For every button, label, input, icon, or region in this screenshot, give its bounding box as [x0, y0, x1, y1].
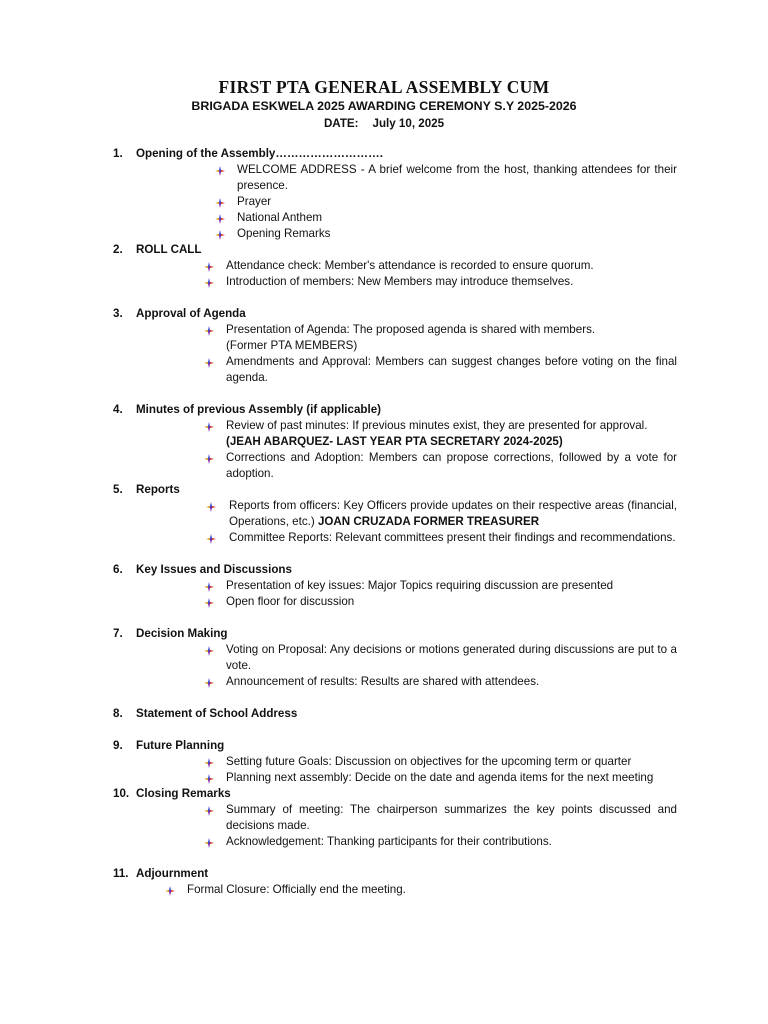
section-number: 10. — [113, 787, 130, 800]
spacer — [0, 722, 768, 738]
item-text — [226, 834, 677, 850]
item-text — [237, 226, 677, 242]
document-date — [0, 116, 768, 132]
agenda-section — [0, 562, 768, 610]
section-number: 1. — [113, 147, 123, 160]
section-heading — [0, 786, 768, 802]
section-title: Future Planning — [136, 739, 225, 752]
arrow-bullet-icon — [204, 598, 214, 608]
section-title: Reports — [136, 483, 180, 496]
item-body: Presentation of key issues: Major Topics requiring discussion are presented — [226, 579, 614, 592]
item-body: Amendments and Approval: Members can suggest changes before voting on the final agenda. — [226, 355, 677, 384]
spacer — [0, 290, 768, 306]
list-item — [0, 530, 768, 546]
agenda-section — [0, 626, 768, 690]
item-text — [229, 498, 677, 530]
section-heading — [0, 306, 768, 322]
date-value: July 10, 2025 — [372, 117, 445, 130]
item-text — [226, 354, 677, 386]
section-number: 3. — [113, 307, 123, 320]
item-text — [226, 594, 677, 610]
item-body: Committee Reports: Relevant committees present their findings and recommendations. — [229, 531, 676, 544]
arrow-bullet-icon — [206, 502, 216, 512]
item-text — [237, 162, 677, 194]
list-item — [0, 418, 768, 450]
list-item — [0, 162, 768, 194]
list-item — [0, 450, 768, 482]
item-body: Introduction of members: New Members may introduce themselves. — [226, 275, 574, 288]
document-title: FIRST PTA GENERAL ASSEMBLY CUM — [218, 77, 550, 97]
agenda-section — [0, 866, 768, 898]
arrow-bullet-icon — [204, 678, 214, 688]
item-text — [226, 674, 677, 690]
item-body: Formal Closure: Officially end the meeting. — [187, 883, 406, 896]
agenda-section — [0, 402, 768, 482]
section-heading — [0, 146, 768, 162]
item-text — [226, 578, 677, 594]
arrow-bullet-icon — [215, 214, 225, 224]
list-item — [0, 210, 768, 226]
list-item — [0, 834, 768, 850]
item-text — [229, 530, 677, 546]
section-number: 2. — [113, 243, 123, 256]
section-title: Minutes of previous Assembly (if applicable) — [136, 403, 382, 416]
arrow-bullet-icon — [204, 838, 214, 848]
arrow-bullet-icon — [215, 230, 225, 240]
arrow-bullet-icon — [204, 278, 214, 288]
arrow-bullet-icon — [215, 166, 225, 176]
section-number: 5. — [113, 483, 123, 496]
arrow-bullet-icon — [204, 454, 214, 464]
item-body: Review of past minutes: If previous minutes exist, they are presented for approval. — [226, 419, 648, 432]
list-item — [0, 802, 768, 834]
item-text — [226, 274, 677, 290]
section-title: Approval of Agenda — [136, 307, 246, 320]
agenda-section — [0, 146, 768, 242]
item-highlight: JOAN CRUZADA FORMER TREASURER — [317, 515, 540, 528]
section-heading — [0, 626, 768, 642]
list-item — [0, 770, 768, 786]
section-title: Closing Remarks — [136, 787, 231, 800]
item-body: Presentation of Agenda: The proposed agenda is shared with members. — [226, 323, 596, 336]
section-heading — [0, 482, 768, 498]
section-number: 8. — [113, 707, 123, 720]
agenda-list — [0, 146, 768, 898]
item-text — [226, 754, 677, 770]
item-text — [226, 802, 677, 834]
section-number: 11. — [113, 867, 129, 880]
arrow-bullet-icon — [204, 326, 214, 336]
list-item — [0, 322, 768, 354]
item-body: Announcement of results: Results are shared with attendees. — [226, 675, 540, 688]
item-body: Planning next assembly: Decide on the date and agenda items for the next meeting — [226, 771, 654, 784]
arrow-bullet-icon — [215, 198, 225, 208]
item-text — [226, 418, 677, 434]
item-body: Opening Remarks — [237, 227, 331, 240]
arrow-bullet-icon — [204, 582, 214, 592]
list-item — [0, 354, 768, 386]
arrow-bullet-icon — [204, 774, 214, 784]
item-text — [226, 322, 677, 338]
date-label: DATE: — [323, 117, 359, 130]
spacer — [0, 546, 768, 562]
item-text — [226, 642, 677, 674]
spacer — [0, 386, 768, 402]
item-note: (Former PTA MEMBERS) — [226, 339, 358, 352]
list-item — [0, 226, 768, 242]
item-text — [237, 210, 677, 226]
item-text — [226, 770, 677, 786]
item-body: Reports from officers: Key Officers provide updates on their respective areas (financial, Operations, etc.) — [229, 499, 677, 528]
arrow-bullet-icon — [165, 886, 175, 896]
agenda-section — [0, 706, 768, 722]
section-heading — [0, 738, 768, 754]
section-number: 4. — [113, 403, 123, 416]
section-title: Decision Making — [136, 627, 228, 640]
list-item — [0, 194, 768, 210]
section-heading — [0, 242, 768, 258]
item-text — [226, 450, 677, 482]
list-item — [0, 754, 768, 770]
list-item — [0, 642, 768, 674]
section-title: Statement of School Address — [136, 707, 298, 720]
agenda-section — [0, 786, 768, 850]
agenda-section — [0, 482, 768, 546]
spacer — [0, 610, 768, 626]
item-text — [187, 882, 677, 898]
section-number: 9. — [113, 739, 123, 752]
item-body: Attendance check: Member's attendance is recorded to ensure quorum. — [226, 259, 594, 272]
arrow-bullet-icon — [204, 358, 214, 368]
item-body: National Anthem — [237, 211, 323, 224]
item-body: Corrections and Adoption: Members can propose corrections, followed by a vote for adoption. — [226, 451, 677, 480]
agenda-section — [0, 738, 768, 786]
section-number: 7. — [113, 627, 123, 640]
item-body: Prayer — [237, 195, 272, 208]
section-title: ROLL CALL — [136, 243, 202, 256]
list-item — [0, 258, 768, 274]
item-note: (JEAH ABARQUEZ- LAST YEAR PTA SECRETARY 2024-2025) — [226, 435, 563, 448]
document-subtitle: BRIGADA ESKWELA 2025 AWARDING CEREMONY S.Y 2025-2026 — [191, 99, 577, 113]
agenda-section — [0, 242, 768, 290]
section-title: Adjournment — [136, 867, 209, 880]
section-heading — [0, 562, 768, 578]
arrow-bullet-icon — [204, 806, 214, 816]
list-item — [0, 274, 768, 290]
list-item — [0, 882, 768, 898]
spacer — [0, 850, 768, 866]
item-text — [237, 194, 677, 210]
spacer — [0, 690, 768, 706]
item-body: Summary of meeting: The chairperson summarizes the key points discussed and decisions made. — [226, 803, 677, 832]
list-item — [0, 498, 768, 530]
item-text — [226, 258, 677, 274]
item-body: Setting future Goals: Discussion on objectives for the upcoming term or quarter — [226, 755, 632, 768]
section-title: Opening of the Assembly………………………. — [136, 147, 383, 160]
item-body: Voting on Proposal: Any decisions or motions generated during discussions are put to a vote. — [226, 643, 677, 672]
arrow-bullet-icon — [206, 534, 216, 544]
agenda-section — [0, 306, 768, 386]
arrow-bullet-icon — [204, 646, 214, 656]
item-body: WELCOME ADDRESS - A brief welcome from the host, thanking attendees for their presence. — [237, 163, 677, 192]
section-number: 6. — [113, 563, 123, 576]
section-heading — [0, 866, 768, 882]
item-body: Acknowledgement: Thanking participants for their contributions. — [226, 835, 552, 848]
list-item — [0, 578, 768, 594]
list-item — [0, 594, 768, 610]
list-item — [0, 674, 768, 690]
section-heading — [0, 706, 768, 722]
arrow-bullet-icon — [204, 262, 214, 272]
arrow-bullet-icon — [204, 422, 214, 432]
section-title: Key Issues and Discussions — [136, 563, 292, 576]
item-body: Open floor for discussion — [226, 595, 355, 608]
arrow-bullet-icon — [204, 758, 214, 768]
section-heading — [0, 402, 768, 418]
